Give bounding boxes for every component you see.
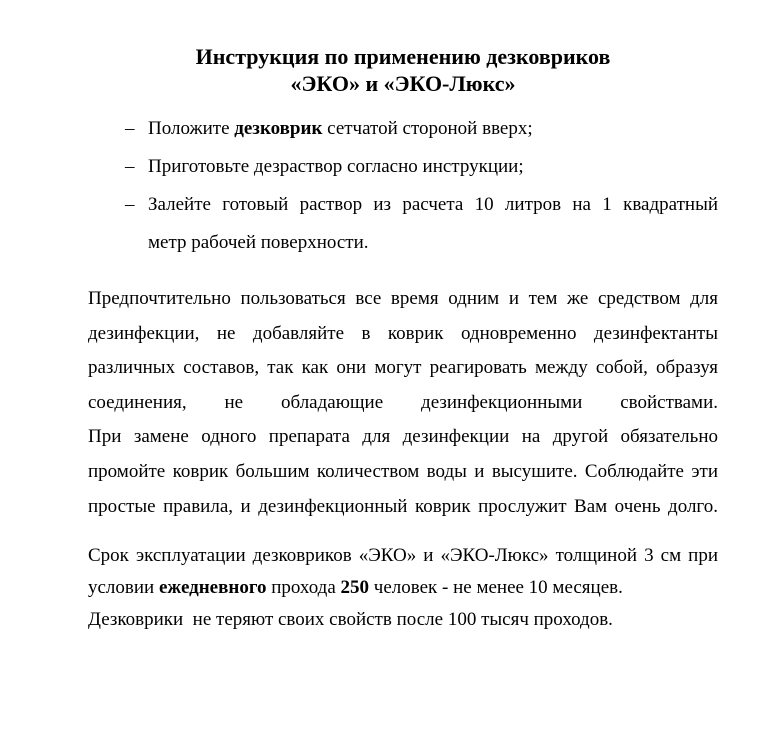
list-item1-post: сетчатой стороной вверх; — [322, 118, 533, 139]
paragraph2-line2-bold2: 250 — [340, 577, 370, 598]
list-item1-bold: дезковрик — [234, 118, 323, 139]
list-item-text — [148, 110, 718, 148]
paragraph1-line: Предпочтительно пользоваться все время одним и тем же средством для — [88, 288, 718, 309]
paragraph2-line2 — [88, 572, 718, 604]
list-item — [125, 110, 718, 148]
paragraph1-line: дезинфекции, не добавляйте в коврик одновременно дезинфектанты — [88, 322, 718, 344]
paragraph2-line3: Дезковрики не теряют своих свойств после 100 тысяч проходов. — [88, 609, 613, 630]
list-item3-line2: метр рабочей поверхности. — [148, 232, 369, 253]
paragraph2-line1: Срок эксплуатации дезковриков «ЭКО» и «ЭКО-Люкс» толщиной 3 см при — [88, 545, 718, 566]
bullet-list — [125, 110, 718, 262]
list-item1-pre: Положите — [148, 118, 235, 139]
paragraph2-line2-bold1: ежедневного — [158, 577, 267, 598]
document-title — [88, 43, 718, 97]
paragraph2-line2-mid: прохода — [266, 577, 341, 598]
dash-bullet-marker: – — [125, 156, 135, 177]
paragraph1-line: простые правила, и дезинфекционный коврик прослужит Вам очень долго. — [88, 495, 718, 517]
paragraph1-line: различных составов, так как они могут реагировать между собой, образуя — [88, 357, 718, 379]
body-paragraph-2 — [88, 540, 718, 636]
paragraph1-line: При замене одного препарата для дезинфекции на другой обязательно — [88, 426, 718, 448]
document-title-line1: Инструкция по применению дезковриков — [195, 44, 611, 69]
paragraph2-line2-pre: условии — [88, 577, 159, 598]
paragraph1-line: соединения, не обладающие дезинфекционными свойствами. — [88, 391, 718, 413]
list-item3-line1: Залейте готовый раствор из расчета 10 литров на 1 квадратный — [148, 194, 718, 215]
document-title-line2: «ЭКО» и «ЭКО-Люкс» — [290, 71, 516, 96]
list-item-text — [148, 186, 718, 262]
dash-bullet-marker: – — [125, 118, 135, 139]
list-item — [125, 186, 718, 262]
list-item — [125, 148, 718, 186]
list-item-text: Приготовьте дезраствор согласно инструкции; — [148, 156, 524, 177]
body-paragraph-1 — [88, 282, 718, 524]
paragraph2-line2-post: человек - не менее 10 месяцев. — [369, 577, 623, 598]
dash-bullet-marker: – — [125, 194, 135, 215]
paragraph1-line: промойте коврик большим количеством воды и высушите. Соблюдайте эти — [88, 460, 718, 482]
